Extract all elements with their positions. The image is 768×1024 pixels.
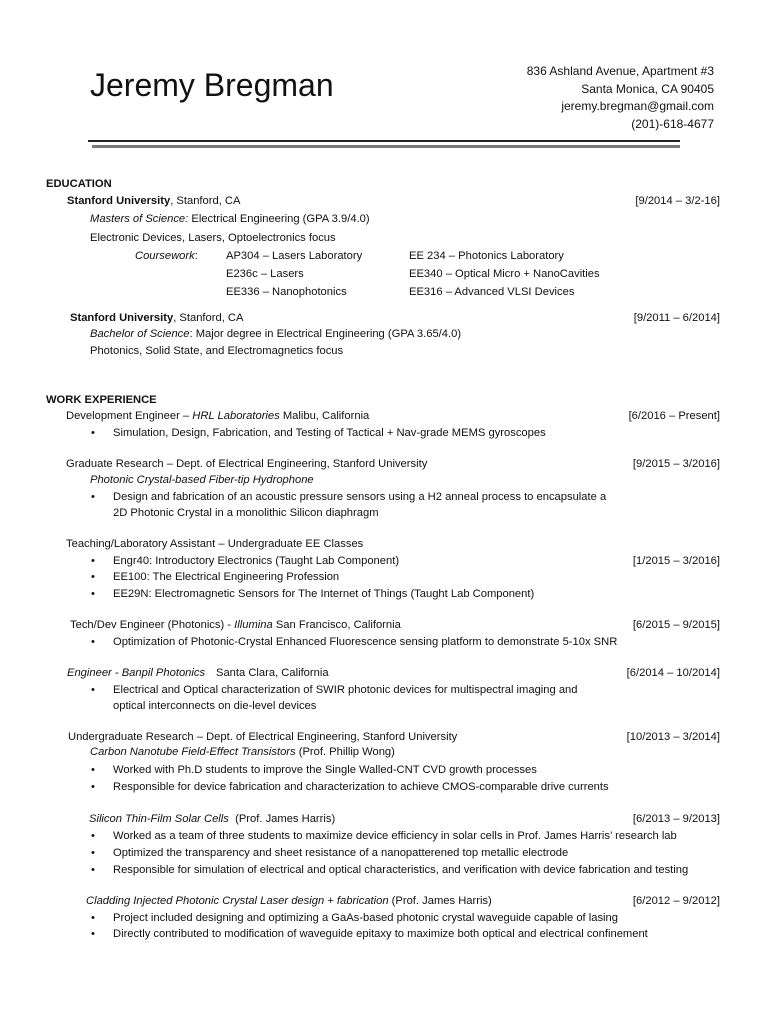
bullet-icon: • xyxy=(91,781,95,793)
ms-location: , Stanford, CA xyxy=(170,195,241,207)
grad-project: Photonic Crystal-based Fiber-tip Hydrophone xyxy=(90,474,314,486)
bs-degree xyxy=(90,327,461,341)
ms-degree-text: Electrical Engineering (GPA 3.9/4.0) xyxy=(188,213,370,225)
hrl-company: HRL Laboratories xyxy=(192,410,280,422)
hrl-bullet-1: Simulation, Design, Fabrication, and Testing of Tactical + Nav-grade MEMS gyroscopes xyxy=(113,427,546,439)
banpil-bullet-line-2: optical interconnects on die-level devices xyxy=(113,700,317,712)
address-line-1: 836 Ashland Avenue, Apartment #3 xyxy=(526,64,714,78)
solar-project: Silicon Thin-Film Solar Cells xyxy=(89,813,229,825)
grad-bullet-line-2: 2D Photonic Crystal in a monolithic Silicon diaphragm xyxy=(113,507,379,519)
ms-school-line xyxy=(67,194,240,208)
resume-name: Jeremy Bregman xyxy=(90,67,334,103)
header-divider xyxy=(88,140,680,142)
laser-bullet-1: Project included designing and optimizing a GaAs-based photonic crystal waveguide capable of lasing xyxy=(113,912,618,924)
grad-dates: [9/2015 – 3/2016] xyxy=(632,458,720,470)
contact-block xyxy=(527,63,714,133)
hrl-location: Malibu, California xyxy=(279,410,370,422)
laser-dates: [6/2012 – 9/2012] xyxy=(632,895,720,907)
section-heading-education: EDUCATION xyxy=(46,178,112,190)
ta-dates: [1/2015 – 3/2016] xyxy=(632,555,720,567)
ta-title: Teaching/Laboratory Assistant – Undergraduate EE Classes xyxy=(66,538,364,550)
ta-bullet-3: EE29N: Electromagnetic Sensors for The Internet of Things (Taught Lab Component) xyxy=(113,588,535,600)
coursework-label-text: Coursework xyxy=(135,250,195,262)
illumina-dates: [6/2015 – 9/2015] xyxy=(632,619,720,631)
banpil-dates: [6/2014 – 10/2014] xyxy=(626,667,720,679)
banpil-location: Santa Clara, California xyxy=(216,667,329,679)
illumina-title-line xyxy=(70,618,401,632)
bs-dates: [9/2011 – 6/2014] xyxy=(633,312,720,324)
hrl-dates: [6/2016 – Present] xyxy=(628,410,720,422)
bullet-icon: • xyxy=(91,571,95,583)
bs-school: Stanford University xyxy=(70,312,174,324)
course-1: AP304 – Lasers Laboratory xyxy=(226,250,363,262)
banpil-title: Engineer - Banpil Photonics xyxy=(67,667,206,679)
bullet-icon: • xyxy=(91,555,95,567)
solar-bullet-2: Optimized the transparency and sheet resistance of a nanopatterened top metallic electrode xyxy=(113,847,569,859)
course-6: EE316 – Advanced VLSI Devices xyxy=(409,286,575,298)
ta-bullet-1: Engr40: Introductory Electronics (Taught Lab Component) xyxy=(113,555,400,567)
bullet-icon: • xyxy=(91,847,95,859)
bs-location: , Stanford, CA xyxy=(173,312,244,324)
bs-degree-prefix: Bachelor of Science xyxy=(90,328,190,340)
illumina-title: Tech/Dev Engineer (Photonics) - xyxy=(70,619,235,631)
ugrad-advisor: (Prof. Phillip Wong) xyxy=(295,746,395,758)
laser-advisor: (Prof. James Harris) xyxy=(388,895,492,907)
bullet-icon: • xyxy=(91,491,95,503)
ugrad-project-line xyxy=(90,745,395,759)
course-3: EE336 – Nanophotonics xyxy=(226,286,347,298)
bs-school-line xyxy=(70,311,243,325)
coursework-colon: : xyxy=(194,250,198,262)
hrl-title: Development Engineer – xyxy=(66,410,193,422)
banpil-bullet-line-1: Electrical and Optical characterization of SWIR photonic devices for multispectral imaging and xyxy=(113,684,578,696)
laser-project: Cladding Injected Photonic Crystal Laser design + fabrication xyxy=(86,895,389,907)
bullet-icon: • xyxy=(91,864,95,876)
solar-project-line xyxy=(89,812,335,826)
ugrad-dates: [10/2013 – 3/2014] xyxy=(626,731,720,743)
bs-focus: Photonics, Solid State, and Electromagnetics focus xyxy=(90,345,344,357)
ms-dates: [9/2014 – 3/2-16] xyxy=(635,195,720,207)
ugrad-bullet-2: Responsible for device fabrication and characterization to achieve CMOS-comparable drive currents xyxy=(113,781,609,793)
ms-focus: Electronic Devices, Lasers, Optoelectronics focus xyxy=(90,232,336,244)
bullet-icon: • xyxy=(91,684,95,696)
ms-school: Stanford University xyxy=(67,195,171,207)
illumina-location: San Francisco, California xyxy=(272,619,401,631)
laser-bullet-2: Directly contributed to modification of waveguide epitaxy to maximize both optical and electrical confinement xyxy=(113,928,648,940)
bullet-icon: • xyxy=(91,764,95,776)
address-line-2: Santa Monica, CA 90405 xyxy=(581,81,714,96)
hrl-title-line xyxy=(66,409,369,423)
course-2: E236c – Lasers xyxy=(226,268,304,280)
bullet-icon: • xyxy=(91,912,95,924)
grad-title: Graduate Research – Dept. of Electrical Engineering, Stanford University xyxy=(66,458,428,470)
header-divider-shadow xyxy=(92,145,680,148)
bullet-icon: • xyxy=(91,636,95,648)
bullet-icon: • xyxy=(91,928,95,940)
ugrad-project: Carbon Nanotube Field-Effect Transistors xyxy=(90,746,296,758)
solar-advisor: (Prof. James Harris) xyxy=(228,813,336,825)
bullet-icon: • xyxy=(91,830,95,842)
ms-degree xyxy=(90,212,370,226)
bullet-icon: • xyxy=(91,588,95,600)
solar-dates: [6/2013 – 9/2013] xyxy=(632,813,720,825)
laser-project-line xyxy=(86,894,492,908)
email: jeremy.bregman@gmail.com xyxy=(561,99,714,113)
ms-degree-prefix: Masters of Science: xyxy=(90,213,189,225)
solar-bullet-3: Responsible for simulation of electrical and optical characteristics, and verification with device fabrication and testing xyxy=(113,864,689,876)
phone: (201)-618-4677 xyxy=(631,116,714,131)
grad-bullet-line-1: Design and fabrication of an acoustic pressure sensors using a H2 anneal process to encapsulate a xyxy=(113,491,607,503)
ta-bullet-2: EE100: The Electrical Engineering Profession xyxy=(113,571,340,583)
coursework-label xyxy=(135,249,198,263)
illumina-bullet-1: Optimization of Photonic-Crystal Enhanced Fluorescence sensing platform to demonstrate 5-10x SNR xyxy=(113,636,618,648)
solar-bullet-1: Worked as a team of three students to maximize device efficiency in solar cells in Prof. James Harris’ research lab xyxy=(113,830,677,842)
bullet-icon: • xyxy=(91,427,95,439)
course-4: EE 234 – Photonics Laboratory xyxy=(409,250,564,262)
ugrad-title: Undergraduate Research – Dept. of Electrical Engineering, Stanford University xyxy=(68,731,458,743)
bs-degree-text: : Major degree in Electrical Engineering (GPA 3.65/4.0) xyxy=(189,328,462,340)
illumina-company: Illumina xyxy=(234,619,273,631)
ugrad-bullet-1: Worked with Ph.D students to improve the Single Walled-CNT CVD growth processes xyxy=(113,764,537,776)
section-heading-work: WORK EXPERIENCE xyxy=(46,394,157,406)
course-5: EE340 – Optical Micro + NanoCavities xyxy=(409,268,600,280)
